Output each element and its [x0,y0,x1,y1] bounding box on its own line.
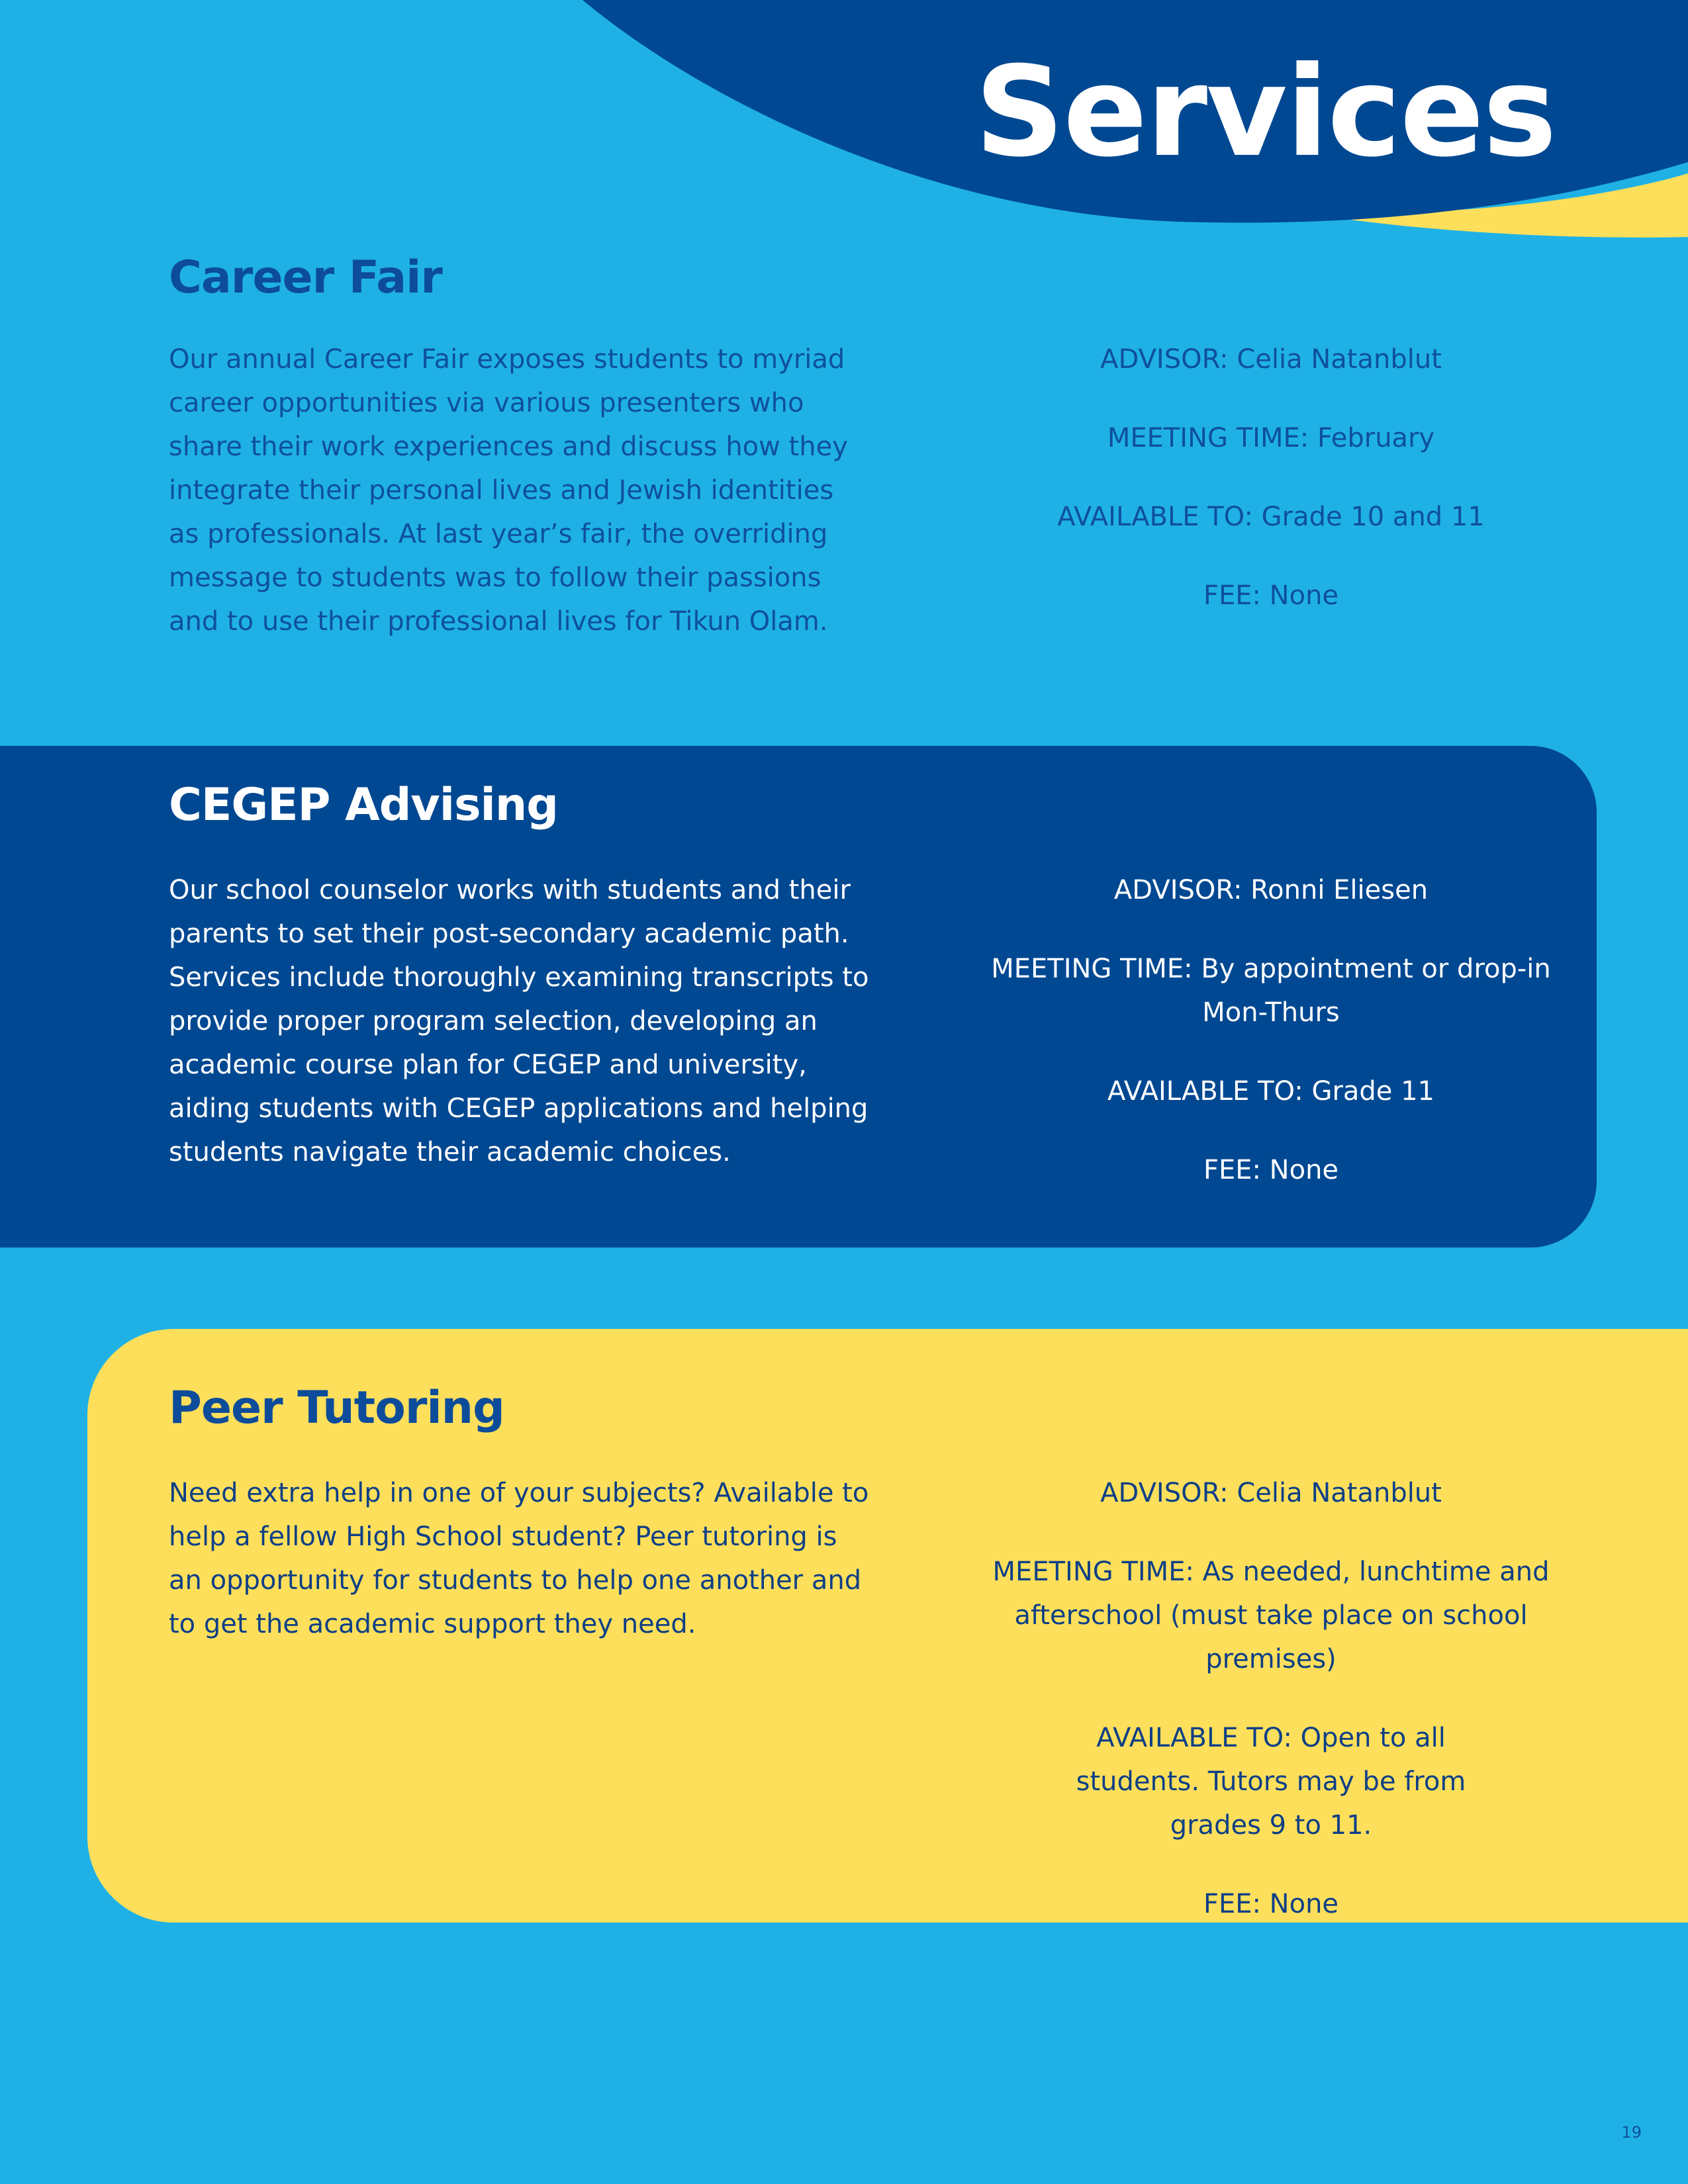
career-fair-section [0,238,1688,728]
advisor-text: ADVISOR: Celia Natanblut [1100,1478,1442,1508]
section-title: Peer Tutoring [169,1382,504,1434]
fee-text: FEE: None [1203,1889,1339,1919]
cegep-advising-section [0,746,1597,1248]
fee-text: FEE: None [1203,1155,1339,1185]
section-details [940,1471,1602,1961]
meeting-time-text: MEETING TIME: February [1107,423,1435,453]
page-title: Services [974,40,1556,185]
section-title: CEGEP Advising [169,779,558,831]
fee-text: FEE: None [1203,580,1339,611]
section-description: Our school counselor works with students and their parents to set their post-secondary academic path. Services include thoroughly examining transcripts to provide proper program selection, developing an academic course plan for CEGEP and university, aiding students with CEGEP applications and helping students navigate their academic choices. [169,875,869,1167]
meeting-time-text: MEETING TIME: As needed, lunchtime and afterschool (must take place on school premises) [992,1557,1550,1674]
section-title: Career Fair [169,251,442,304]
available-to-text: AVAILABLE TO: Grade 10 and 11 [1057,502,1485,532]
section-details [940,868,1602,1227]
available-to-text: AVAILABLE TO: Open to all students. Tutors may be from grades 9 to 11. [1076,1723,1466,1841]
available-to-text: AVAILABLE TO: Grade 11 [1107,1076,1435,1107]
meeting-time-text: MEETING TIME: By appointment or drop-in Mon-Thurs [991,954,1551,1028]
advisor-text: ADVISOR: Ronni Eliesen [1113,875,1429,905]
section-details [940,338,1602,653]
section-description: Need extra help in one of your subjects? Available to help a fellow High School student? Peer tutoring is an opportunity for students to help one another and to get the academic support they need. [169,1478,869,1639]
peer-tutoring-section [87,1329,1688,1923]
page-number: 19 [1621,2123,1642,2142]
section-description: Our annual Career Fair exposes students to myriad career opportunities via various presenters who share their work experiences and discuss how they integrate their personal lives and Jewish identities as professionals. At last year’s fair, the overriding message to students was to follow their passions and to use their professional lives for Tikun Olam. [169,344,848,637]
advisor-text: ADVISOR: Celia Natanblut [1100,344,1442,375]
